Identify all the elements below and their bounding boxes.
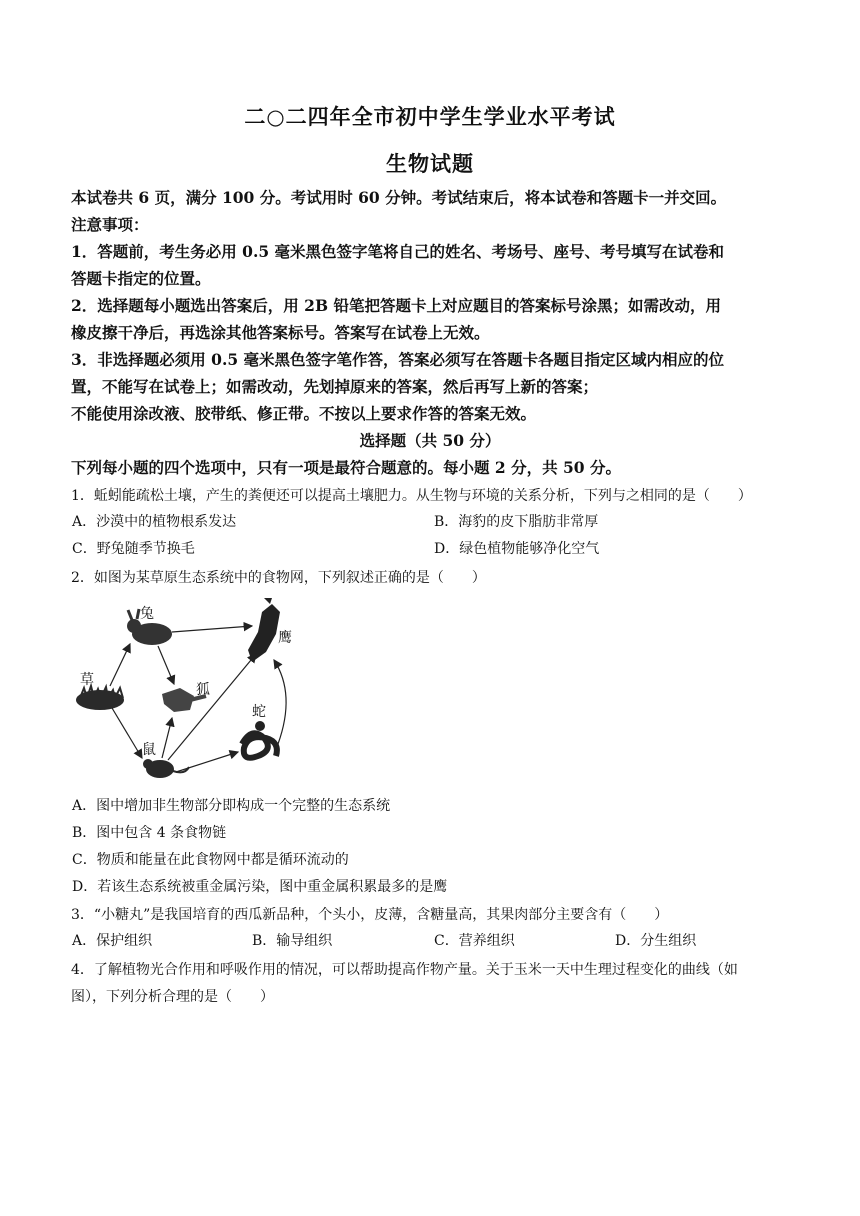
eagle-icon bbox=[248, 598, 280, 662]
arrow-mouse-snake bbox=[176, 752, 238, 772]
section-instruction: 下列每小题的四个选项中，只有一项是最符合题意的。每小题 2 分，共 50 分。 bbox=[71, 458, 621, 477]
arrow-rabbit-eagle bbox=[172, 626, 252, 632]
notice-3c: 不能使用涂改液、胶带纸、修正带。不按以上要求作答的答案无效。 bbox=[71, 404, 537, 423]
arrow-mouse-fox bbox=[162, 718, 172, 758]
notice-1b: 答题卡指定的位置。 bbox=[71, 269, 211, 288]
intro-line: 本试卷共 6 页，满分 100 分。考试用时 60 分钟。考试结束后，将本试卷和答题卡一并交回。 bbox=[71, 188, 727, 207]
q1-option-a: A．沙漠中的植物根系发达 bbox=[72, 514, 237, 530]
mouse-icon bbox=[143, 759, 189, 778]
label-eagle: 鹰 bbox=[278, 630, 292, 646]
q4-stem-b: 图），下列分析合理的是（ ） bbox=[71, 989, 274, 1005]
label-mouse: 鼠 bbox=[142, 742, 156, 758]
label-snake: 蛇 bbox=[252, 704, 266, 720]
label-grass: 草 bbox=[80, 672, 94, 688]
q1-option-c: C．野兔随季节换毛 bbox=[72, 541, 195, 557]
grass-icon bbox=[76, 686, 124, 710]
q2-option-b: B．图中包含 4 条食物链 bbox=[72, 825, 227, 841]
section-heading: 选择题（共 50 分） bbox=[359, 431, 501, 450]
q3-option-c: C．营养组织 bbox=[434, 933, 515, 949]
exam-title: 二○二四年全市初中学生学业水平考试 bbox=[244, 104, 616, 129]
arrow-snake-eagle bbox=[274, 660, 286, 744]
notice-heading: 注意事项： bbox=[71, 215, 149, 234]
q2-option-c: C．物质和能量在此食物网中都是循环流动的 bbox=[72, 852, 349, 868]
q2-stem: 2．如图为某草原生态系统中的食物网，下列叙述正确的是（ ） bbox=[71, 570, 486, 586]
notice-2a: 2．选择题每小题选出答案后，用 2B 铅笔把答题卡上对应题目的答案标号涂黑；如需改动，用 bbox=[71, 296, 721, 315]
q4-stem-a: 4．了解植物光合作用和呼吸作用的情况，可以帮助提高作物产量。关于玉米一天中生理过程变化的曲线（如 bbox=[71, 962, 738, 978]
notice-1a: 1．答题前，考生务必用 0.5 毫米黑色签字笔将自己的姓名、考场号、座号、考号填写在试卷和 bbox=[71, 242, 725, 261]
label-fox: 狐 bbox=[196, 682, 210, 698]
arrow-rabbit-fox bbox=[158, 646, 174, 684]
label-rabbit: 兔 bbox=[140, 606, 154, 622]
snake-icon bbox=[242, 721, 277, 758]
food-web-figure bbox=[72, 594, 312, 790]
q1-option-b: B．海豹的皮下脂肪非常厚 bbox=[434, 514, 599, 530]
q3-option-b: B．输导组织 bbox=[252, 933, 333, 949]
q1-stem: 1．蚯蚓能疏松土壤，产生的粪便还可以提高土壤肥力。从生物与环境的关系分析，下列与之相同的是（ ） bbox=[71, 488, 752, 504]
q1-option-d: D．绿色植物能够净化空气 bbox=[434, 541, 600, 557]
q3-stem: 3．“小糖丸”是我国培育的西瓜新品种，个头小，皮薄，含糖量高，其果肉部分主要含有（ ） bbox=[71, 907, 669, 923]
arrow-grass-rabbit bbox=[110, 644, 130, 686]
arrow-grass-mouse bbox=[112, 708, 142, 758]
subject-title: 生物试题 bbox=[386, 151, 474, 176]
q2-option-d: D．若该生态系统被重金属污染，图中重金属积累最多的是鹰 bbox=[72, 879, 448, 895]
q3-option-d: D．分生组织 bbox=[615, 933, 697, 949]
notice-3b: 置，不能写在试卷上；如需改动，先划掉原来的答案，然后再写上新的答案； bbox=[71, 377, 599, 396]
notice-2b: 橡皮擦干净后，再选涂其他答案标号。答案写在试卷上无效。 bbox=[71, 323, 490, 342]
q2-option-a: A．图中增加非生物部分即构成一个完整的生态系统 bbox=[72, 798, 391, 814]
q3-option-a: A．保护组织 bbox=[72, 933, 153, 949]
notice-3a: 3．非选择题必须用 0.5 毫米黑色签字笔作答，答案必须写在答题卡各题目指定区域内相应的位 bbox=[71, 350, 725, 369]
